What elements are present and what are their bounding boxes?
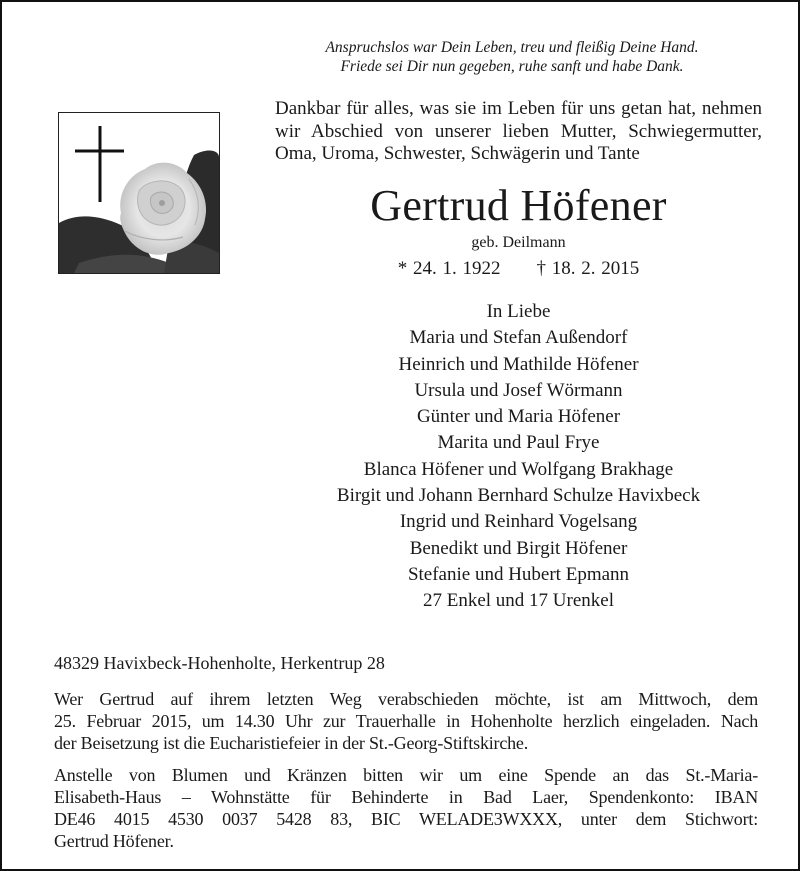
donation-notice-line: Gertrud Höfener. [54, 831, 174, 851]
funeral-notice-line: der Beisetzung ist die Eucharistiefeier in der St.-Georg-Stiftskirche. [54, 733, 529, 753]
mourner-entry: Maria und Stefan Außendorf [409, 327, 628, 349]
death-date: † 18. 2. 2015 [536, 258, 640, 279]
mourner-entry: Günter und Maria Höfener [416, 406, 621, 428]
motto-verse [282, 38, 742, 76]
life-dates [275, 258, 762, 280]
donation-notice-line: Elisabeth-Haus – Wohnstätte für Behinderte in Bad Laer, Spendenkonto: IBAN [54, 787, 758, 807]
intro-paragraph [275, 98, 762, 166]
mourner-entry: Ursula und Josef Wörmann [414, 379, 623, 401]
birth-name: geb. Deilmann [471, 234, 566, 251]
funeral-notice-line: 25. Februar 2015, um 14.30 Uhr zur Trauerhalle in Hohenholte herzlich eingeladen. Nach [54, 711, 758, 731]
funeral-notice-line: Wer Gertrud auf ihrem letzten Weg verabschieden möchte, ist am Mittwoch, dem [54, 689, 758, 709]
mourner-entry: Benedikt und Birgit Höfener [409, 537, 628, 559]
mourner-entry: Marita und Paul Frye [437, 432, 600, 454]
donation-notice-line: Anstelle von Blumen und Kränzen bitten wir um eine Spende an das St.-Maria- [54, 765, 758, 785]
motto-line: Anspruchslos war Dein Leben, treu und fleißig Deine Hand. [325, 39, 699, 56]
mourner-entry: Blanca Höfener und Wolfgang Brakhage [363, 458, 674, 480]
funeral-notice [54, 688, 758, 754]
birth-date: * 24. 1. 1922 [397, 258, 501, 279]
mourner-entry: Heinrich und Mathilde Höfener [398, 353, 639, 375]
deceased-name: Gertrud Höfener [370, 181, 667, 230]
intro-line: wir Abschied von unserer lieben Mutter, Schwiegermutter, [275, 120, 762, 142]
mourners-list [275, 299, 762, 615]
intro-line: Oma, Uroma, Schwester, Schwägerin und Tante [275, 143, 640, 164]
mourner-entry: 27 Enkel und 17 Urenkel [422, 590, 614, 612]
family-address: 48329 Havixbeck-Hohenholte, Herkentrup 28 [54, 653, 385, 673]
memorial-image [58, 112, 220, 274]
donation-notice [54, 764, 758, 852]
mourner-entry: Stefanie und Hubert Epmann [407, 563, 630, 585]
mourner-entry: Birgit und Johann Bernhard Schulze Havixbeck [336, 485, 701, 507]
intro-line: Dankbar für alles, was sie im Leben für uns getan hat, nehmen [275, 98, 762, 119]
mourner-entry: Ingrid und Reinhard Vogelsang [399, 511, 638, 533]
motto-line: Friede sei Dir nun gegeben, ruhe sanft und habe Dank. [340, 58, 684, 75]
donation-notice-line: DE46 4015 4530 0037 5428 83, BIC WELADE3WXXX, unter dem Stichwort: [54, 809, 758, 829]
mourners-heading: In Liebe [486, 301, 551, 322]
